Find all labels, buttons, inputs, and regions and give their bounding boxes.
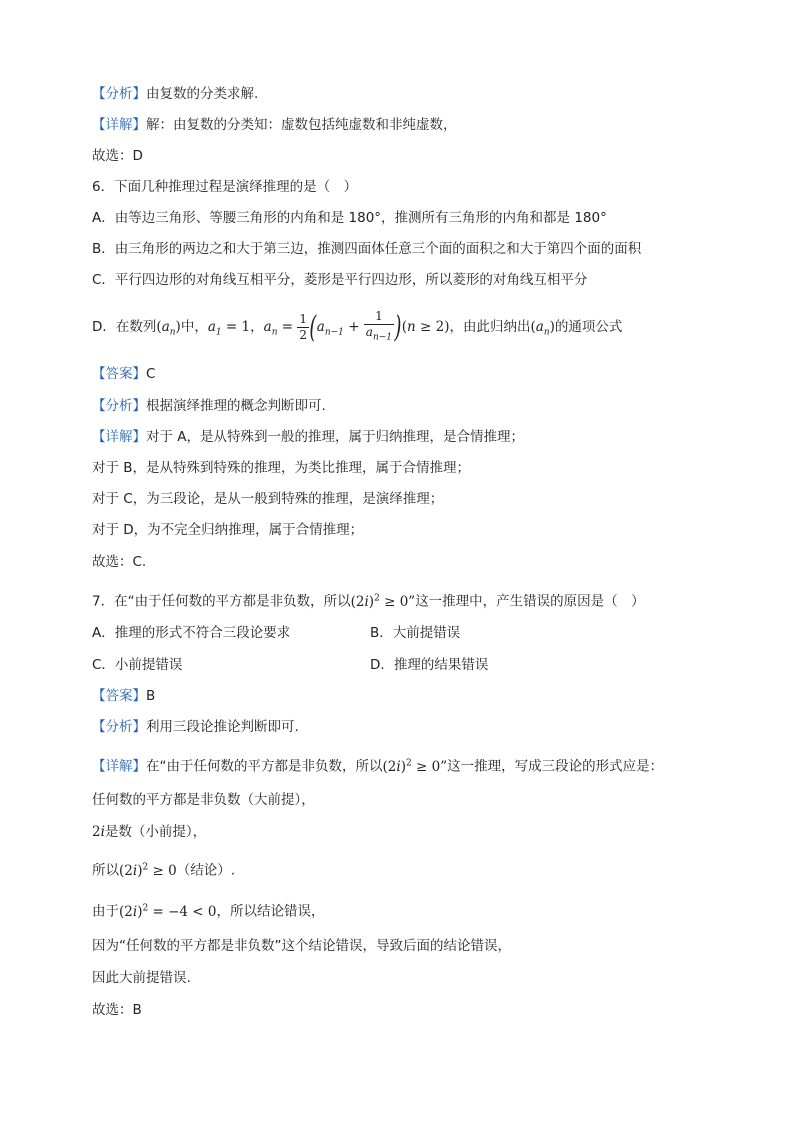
detail-text: 解：由复数的分类知：虚数包括纯虚数和非纯虚数， <box>146 117 457 133</box>
q7-choose: 故选：B <box>92 1002 142 1018</box>
choice-line-q5: 故选：D <box>92 148 143 164</box>
q7-major-premise: 任何数的平方都是非负数（大前提）， <box>92 792 315 808</box>
analysis-tag: 【分析】 <box>92 86 146 102</box>
q7-detail: 【详解】在“由于任何数的平方都是非负数，所以$(2i)^2 \ge 0$”这一推理，写成三段论的形式应是： <box>92 758 664 775</box>
q7-option-d: D．推理的结果错误 <box>370 657 489 673</box>
q7-option-b: B．大前提错误 <box>370 625 461 641</box>
q6-choose: 故选：C. <box>92 554 147 570</box>
q7-because: 由于$(2i)^2 = -4 < 0$，所以结论错误， <box>92 903 325 920</box>
sequence-a-n-2: $(a_n)$ <box>530 319 555 338</box>
detail-tag: 【详解】 <box>92 117 146 133</box>
q6-analysis: 【分析】根据演绎推理的概念判断即可. <box>92 398 326 414</box>
q7-answer: 【答案】B <box>92 688 156 704</box>
q7-option-c: C．小前提错误 <box>92 657 183 673</box>
q7-expression: $(2i)^2 \ge 0$” <box>350 593 416 610</box>
q6-option-a: A．由等边三角形、等腰三角形的内角和是 180°，推测所有三角形的内角和都是 180° <box>92 210 607 226</box>
q6-detail-d: 对于 D，为不完全归纳推理，属于合情推理； <box>92 522 364 538</box>
analysis-text: 由复数的分类求解. <box>146 86 259 102</box>
q6-stem: 6．下面几种推理过程是演绎推理的是（ ） <box>92 179 358 195</box>
q7-stem: 7．在“由于任何数的平方都是非负数，所以$(2i)^2 \ge 0$”这一推理中，产生错误的原因是（ ） <box>92 593 645 610</box>
q7-analysis: 【分析】利用三段论推论判断即可. <box>92 719 299 735</box>
q6-detail-c: 对于 C，为三段论，是从一般到特殊的推理，是演绎推理； <box>92 491 444 507</box>
q6-option-d: D．在数列$(a_n)$中，$a_1 = 1$，$a_n$ = $\frac{1}{2}$ ($a_{n-1}$ + $\frac{1}{a_{n-1}}$ )(n ≥ 2)，由此归纳出$(a_n)$的通项公式 <box>92 309 623 345</box>
q7-reason: 因为“任何数的平方都是非负数”这个结论错误，导致后面的结论错误， <box>92 938 511 954</box>
analysis-line-q5 <box>92 84 258 104</box>
recurrence-formula: $a_n$ = $\frac{1}{2}$ ($a_{n-1}$ + $\frac{1}{a_{n-1}}$ )(n ≥ 2) <box>263 309 450 345</box>
q7-minor-premise: 2i是数（小前提）， <box>92 824 207 840</box>
q7-therefore: 因此大前提错误. <box>92 970 191 986</box>
q6-detail: 【详解】对于 A，是从特殊到一般的推理，属于归纳推理，是合情推理； <box>92 429 525 445</box>
detail-line-q5 <box>92 115 457 135</box>
q6-answer: 【答案】C <box>92 366 156 382</box>
a1-formula: $a_1 = 1$ <box>207 319 251 338</box>
q7-option-a: A．推理的形式不符合三段论要求 <box>92 625 291 641</box>
sequence-a-n: $(a_n)$ <box>156 319 181 338</box>
q6-option-c: C．平行四边形的对角线互相平分，菱形是平行四边形，所以菱形的对角线互相平分 <box>92 272 588 288</box>
q6-option-b: B．由三角形的两边之和大于第三边，推测四面体任意三个面的面积之和大于第四个面的面积 <box>92 241 642 257</box>
q6-detail-b: 对于 B，是从特殊到特殊的推理，为类比推理，属于合情推理； <box>92 460 471 476</box>
q7-conclusion: 所以$(2i)^2 \ge 0$（结论）. <box>92 862 235 879</box>
